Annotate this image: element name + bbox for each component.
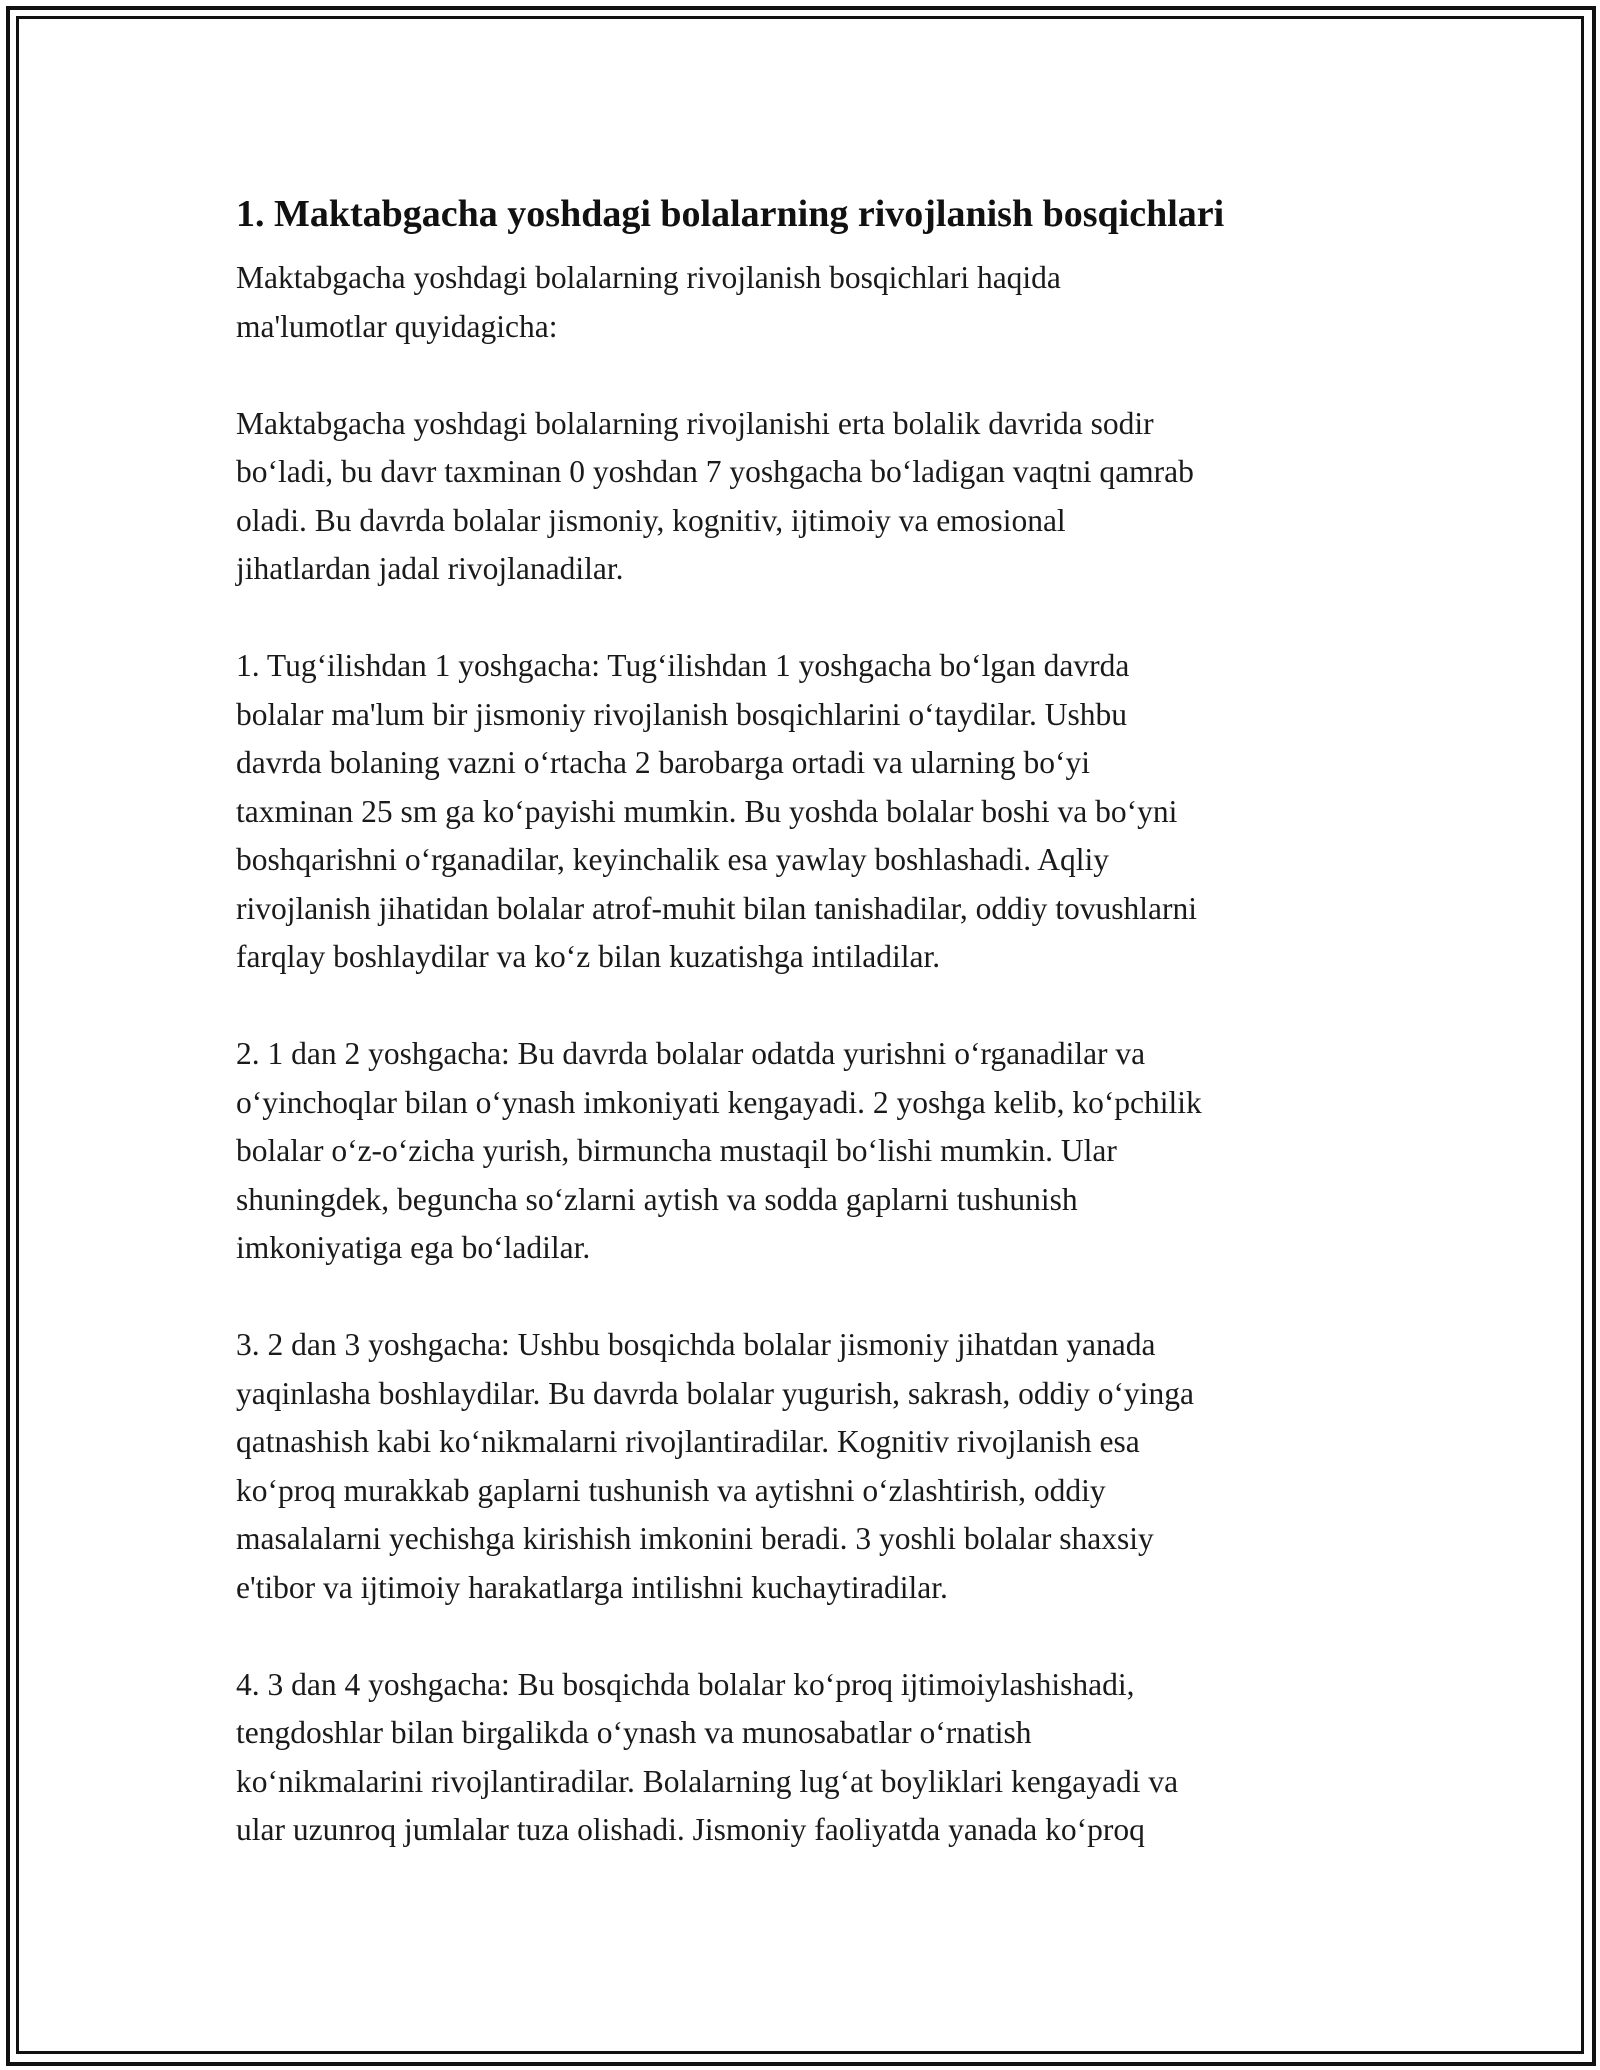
stage-1-paragraph: 1. Tug‘ilishdan 1 yoshgacha: Tug‘ilishdan 1 yoshgacha bo‘lgan davrda bolalar ma'lum bir jismoniy rivojlanish bosqichlarini o‘taydilar. Ushbu davrda bolaning vazni o‘rtacha 2 barobarga ortadi va ularning bo‘yi taxminan 25 sm ga ko‘payishi mumkin. Bu yoshda bolalar boshi va bo‘yni boshqarishni o‘rganadilar, keyinchalik esa yawlay boshlashadi. Aqliy rivojlanish jihatidan bolalar atrof-muhit bilan tanishadilar, oddiy tovushlarni farqlay boshlaydilar va ko‘z bilan kuzatishga intiladilar. (236, 648, 1198, 974)
document-body (236, 186, 1376, 1855)
stage-3-paragraph: 3. 2 dan 3 yoshgacha: Ushbu bosqichda bolalar jismoniy jihatdan yanada yaqinlasha boshlaydilar. Bu davrda bolalar yugurish, sakrash, oddiy o‘yinga qatnashish kabi ko‘nikmalarni rivojlantiradilar. Kognitiv rivojlanish esa ko‘proq murakkab gaplarni tushunish va aytishni o‘zlashtirish, oddiy masalalarni yechishga kirishish imkonini beradi. 3 yoshli bolalar shaxsiy e'tibor va ijtimoiy harakatlarga intilishni kuchaytiradilar. (236, 1327, 1194, 1605)
stage-2-paragraph: 2. 1 dan 2 yoshgacha: Bu davrda bolalar odatda yurishni o‘rganadilar va o‘yinchoqlar bilan o‘ynash imkoniyati kengayadi. 2 yoshga kelib, ko‘pchilik bolalar o‘z-o‘zicha yurish, birmuncha mustaqil bo‘lishi mumkin. Ular shuningdek, beguncha so‘zlarni aytish va sodda gaplarni tushunish imkoniyatiga ega bo‘ladilar. (236, 1036, 1202, 1265)
document-title: 1. Maktabgacha yoshdagi bolalarning rivojlanish bosqichlari (236, 193, 1225, 235)
overview-paragraph: Maktabgacha yoshdagi bolalarning rivojlanishi erta bolalik davrida sodir bo‘ladi, bu davr taxminan 0 yoshdan 7 yoshgacha bo‘ladigan vaqtni qamrab oladi. Bu davrda bolalar jismoniy, kognitiv, ijtimoiy va emosional jihatlardan jadal rivojlanadilar. (236, 405, 1194, 586)
intro-paragraph: Maktabgacha yoshdagi bolalarning rivojlanish bosqichlari haqida ma'lumotlar quyidagicha: (236, 260, 1061, 344)
stage-4-paragraph: 4. 3 dan 4 yoshgacha: Bu bosqichda bolalar ko‘proq ijtimoiylashishadi, tengdoshlar bilan birgalikda o‘ynash va munosabatlar o‘rnatish ko‘nikmalarini rivojlantiradilar. Bolalarning lug‘at boyliklari kengayadi va ular uzunroq jumlalar tuza olishadi. Jismoniy faoliyatda yanada ko‘proq (236, 1666, 1179, 1847)
